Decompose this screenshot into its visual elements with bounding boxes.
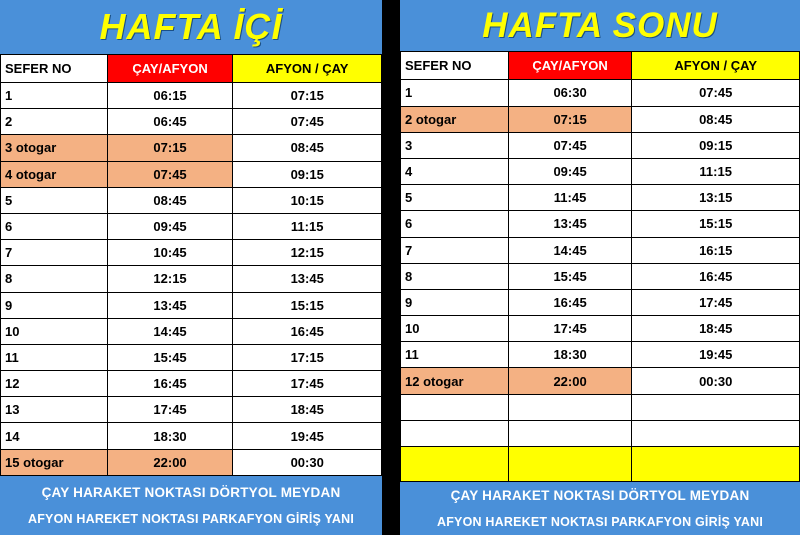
weekday-footer	[0, 476, 382, 535]
weekday-table	[0, 54, 382, 476]
weekend-table-body	[401, 80, 800, 482]
cell-cay-afyon: 07:15	[107, 135, 233, 161]
cell-sefer-no: 14	[1, 423, 108, 449]
cell-afyon-cay	[632, 447, 800, 482]
table-row	[1, 266, 382, 292]
cell-sefer-no: 6	[1, 213, 108, 239]
cell-afyon-cay: 10:15	[233, 187, 382, 213]
weekend-panel	[400, 0, 800, 535]
cell-afyon-cay: 18:45	[632, 316, 800, 342]
table-row	[1, 83, 382, 109]
cell-cay-afyon: 22:00	[508, 368, 632, 394]
table-header-row	[1, 55, 382, 83]
cell-sefer-no: 9	[1, 292, 108, 318]
cell-afyon-cay: 13:45	[233, 266, 382, 292]
cell-cay-afyon: 13:45	[508, 211, 632, 237]
cell-sefer-no: 5	[401, 185, 509, 211]
cell-afyon-cay: 09:15	[233, 161, 382, 187]
cell-afyon-cay: 16:15	[632, 237, 800, 263]
weekend-title: HAFTA SONU	[482, 6, 718, 46]
weekday-title-bar	[0, 0, 382, 54]
cell-afyon-cay: 15:15	[233, 292, 382, 318]
cell-sefer-no: 10	[1, 318, 108, 344]
cell-afyon-cay: 13:15	[632, 185, 800, 211]
cell-afyon-cay: 12:15	[233, 240, 382, 266]
cell-cay-afyon	[508, 420, 632, 446]
table-row	[1, 161, 382, 187]
cell-sefer-no: 2	[1, 109, 108, 135]
cell-sefer-no: 8	[1, 266, 108, 292]
cell-sefer-no: 12	[1, 371, 108, 397]
cell-sefer-no: 3 otogar	[1, 135, 108, 161]
cell-cay-afyon: 06:45	[107, 109, 233, 135]
cell-sefer-no: 9	[401, 289, 509, 315]
cell-sefer-no: 12 otogar	[401, 368, 509, 394]
cell-afyon-cay: 11:15	[632, 158, 800, 184]
table-row	[401, 106, 800, 132]
cell-cay-afyon: 18:30	[107, 423, 233, 449]
table-row	[1, 109, 382, 135]
table-row	[1, 213, 382, 239]
cell-cay-afyon: 17:45	[107, 397, 233, 423]
cell-cay-afyon: 06:15	[107, 83, 233, 109]
cell-cay-afyon	[508, 447, 632, 482]
cell-cay-afyon: 08:45	[107, 187, 233, 213]
cell-afyon-cay	[632, 394, 800, 420]
cell-sefer-no: 15 otogar	[1, 449, 108, 475]
table-row	[1, 371, 382, 397]
cell-sefer-no	[401, 420, 509, 446]
footer-cay-note: ÇAY HARAKET NOKTASI DÖRTYOL MEYDAN	[450, 488, 750, 503]
cell-cay-afyon: 10:45	[107, 240, 233, 266]
cell-sefer-no: 4	[401, 158, 509, 184]
footer-cay-note: ÇAY HARAKET NOKTASI DÖRTYOL MEYDAN	[41, 484, 341, 500]
header-cay-afyon: ÇAY/AFYON	[107, 55, 233, 83]
header-afyon-cay: AFYON / ÇAY	[632, 52, 800, 80]
cell-afyon-cay: 08:45	[233, 135, 382, 161]
cell-sefer-no: 4 otogar	[1, 161, 108, 187]
cell-sefer-no: 7	[401, 237, 509, 263]
cell-sefer-no: 2 otogar	[401, 106, 509, 132]
cell-cay-afyon: 09:45	[508, 158, 632, 184]
table-row	[401, 211, 800, 237]
cell-afyon-cay: 00:30	[233, 449, 382, 475]
cell-afyon-cay: 19:45	[233, 423, 382, 449]
weekday-title: HAFTA İÇİ	[99, 6, 283, 47]
cell-sefer-no: 6	[401, 211, 509, 237]
header-afyon-cay: AFYON / ÇAY	[233, 55, 382, 83]
weekend-table	[400, 51, 800, 482]
weekday-table-body	[1, 83, 382, 476]
table-header-row	[401, 52, 800, 80]
cell-afyon-cay: 17:45	[632, 289, 800, 315]
cell-cay-afyon: 14:45	[508, 237, 632, 263]
cell-cay-afyon: 09:45	[107, 213, 233, 239]
cell-cay-afyon: 12:15	[107, 266, 233, 292]
cell-cay-afyon: 17:45	[508, 316, 632, 342]
cell-afyon-cay: 18:45	[233, 397, 382, 423]
cell-afyon-cay	[632, 420, 800, 446]
table-row	[1, 240, 382, 266]
table-row	[1, 187, 382, 213]
table-row	[401, 263, 800, 289]
cell-afyon-cay: 17:45	[233, 371, 382, 397]
weekend-title-bar	[400, 0, 800, 51]
cell-afyon-cay: 15:15	[632, 211, 800, 237]
table-row	[1, 318, 382, 344]
cell-cay-afyon: 16:45	[107, 371, 233, 397]
cell-afyon-cay: 17:15	[233, 344, 382, 370]
cell-cay-afyon: 16:45	[508, 289, 632, 315]
cell-sefer-no: 3	[401, 132, 509, 158]
cell-cay-afyon: 15:45	[508, 263, 632, 289]
table-row	[1, 344, 382, 370]
cell-cay-afyon: 07:15	[508, 106, 632, 132]
table-row	[401, 368, 800, 394]
header-sefer-no: SEFER NO	[1, 55, 108, 83]
table-row	[401, 342, 800, 368]
cell-sefer-no: 5	[1, 187, 108, 213]
header-cay-afyon: ÇAY/AFYON	[508, 52, 632, 80]
cell-cay-afyon: 07:45	[107, 161, 233, 187]
table-row-empty	[401, 394, 800, 420]
cell-sefer-no: 10	[401, 316, 509, 342]
table-row	[401, 132, 800, 158]
cell-sefer-no: 1	[1, 83, 108, 109]
header-sefer-no: SEFER NO	[401, 52, 509, 80]
cell-afyon-cay: 11:15	[233, 213, 382, 239]
cell-afyon-cay: 16:45	[632, 263, 800, 289]
table-row-highlight-bar	[401, 447, 800, 482]
table-row	[1, 397, 382, 423]
table-row	[1, 423, 382, 449]
cell-sefer-no: 11	[401, 342, 509, 368]
cell-cay-afyon: 11:45	[508, 185, 632, 211]
cell-cay-afyon: 15:45	[107, 344, 233, 370]
table-row	[1, 449, 382, 475]
weekend-footer	[400, 482, 800, 535]
cell-afyon-cay: 07:45	[233, 109, 382, 135]
cell-cay-afyon: 06:30	[508, 80, 632, 106]
cell-afyon-cay: 19:45	[632, 342, 800, 368]
table-row	[401, 185, 800, 211]
footer-afyon-note: AFYON HAREKET NOKTASI PARKAFYON GİRİŞ YANI	[436, 515, 764, 529]
table-row	[401, 158, 800, 184]
cell-sefer-no: 11	[1, 344, 108, 370]
cell-sefer-no: 1	[401, 80, 509, 106]
table-row	[1, 135, 382, 161]
weekday-panel	[0, 0, 382, 535]
cell-afyon-cay: 07:15	[233, 83, 382, 109]
table-row	[1, 292, 382, 318]
table-row	[401, 237, 800, 263]
table-row-empty	[401, 420, 800, 446]
cell-cay-afyon: 07:45	[508, 132, 632, 158]
cell-cay-afyon: 18:30	[508, 342, 632, 368]
cell-cay-afyon: 22:00	[107, 449, 233, 475]
cell-sefer-no: 8	[401, 263, 509, 289]
cell-cay-afyon: 14:45	[107, 318, 233, 344]
cell-afyon-cay: 08:45	[632, 106, 800, 132]
cell-cay-afyon: 13:45	[107, 292, 233, 318]
cell-afyon-cay: 07:45	[632, 80, 800, 106]
cell-afyon-cay: 16:45	[233, 318, 382, 344]
table-row	[401, 80, 800, 106]
footer-afyon-note: AFYON HAREKET NOKTASI PARKAFYON GİRİŞ YANI	[27, 511, 355, 526]
cell-afyon-cay: 09:15	[632, 132, 800, 158]
table-row	[401, 289, 800, 315]
cell-sefer-no: 7	[1, 240, 108, 266]
cell-sefer-no: 13	[1, 397, 108, 423]
table-row	[401, 316, 800, 342]
cell-sefer-no	[401, 447, 509, 482]
cell-afyon-cay: 00:30	[632, 368, 800, 394]
cell-cay-afyon	[508, 394, 632, 420]
cell-sefer-no	[401, 394, 509, 420]
